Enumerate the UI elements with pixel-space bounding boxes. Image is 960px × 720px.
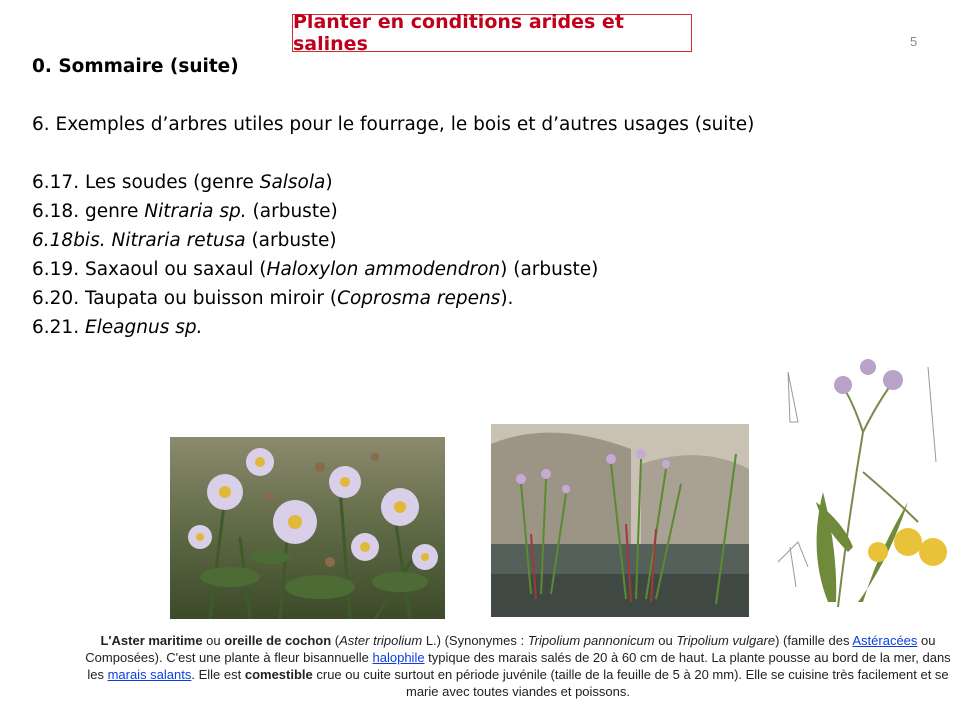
link-halophile[interactable]: halophile <box>372 650 425 665</box>
link-asteracees[interactable]: Astéracées <box>852 633 918 648</box>
slide-title: Planter en conditions arides et salines <box>292 14 692 52</box>
summary-item: 6.18. genre Nitraria sp. (arbuste) <box>32 201 338 222</box>
summary-item: 6.20. Taupata ou buisson miroir (Coprosma repens). <box>32 288 514 309</box>
summary-item: 6.19. Saxaoul ou saxaul (Haloxylon ammodendron) (arbuste) <box>32 259 599 280</box>
section-6-title: 6. Exemples d’arbres utiles pour le fourrage, le bois et d’autres usages (suite) <box>32 114 755 135</box>
plant-caption: L'Aster maritime ou oreille de cochon (Aster tripolium L.) (Synonymes : Tripolium pannonicum ou Tripolium vulgare) (famille des Astéracées ou Composées). C'est une plante à fleur bisannuelle halophile typique des marais salés de 20 à 60 cm de haut. La plante pousse au bord de la mer, dans les marais salants. Elle est comestible crue ou cuite surtout en période juvénile (taille de la feuille de 5 à 20 mm). Elle se cuisine très facilement et se marie avec toutes viandes et poissons. <box>85 633 951 699</box>
summary-item: 6.17. Les soudes (genre Salsola) <box>32 172 333 193</box>
summary-item: 6.18bis. Nitraria retusa (arbuste) <box>32 230 337 251</box>
summary-content <box>32 52 912 342</box>
aster-plant-in-water-photo <box>491 424 749 617</box>
summary-heading: 0. Sommaire (suite) <box>32 56 239 77</box>
aster-flowers-photo <box>170 437 445 619</box>
page-number: 5 <box>910 34 918 49</box>
aster-botanical-illustration <box>768 352 956 614</box>
summary-item: 6.21. Eleagnus sp. <box>32 317 203 338</box>
link-marais-salants[interactable]: marais salants <box>107 667 192 682</box>
